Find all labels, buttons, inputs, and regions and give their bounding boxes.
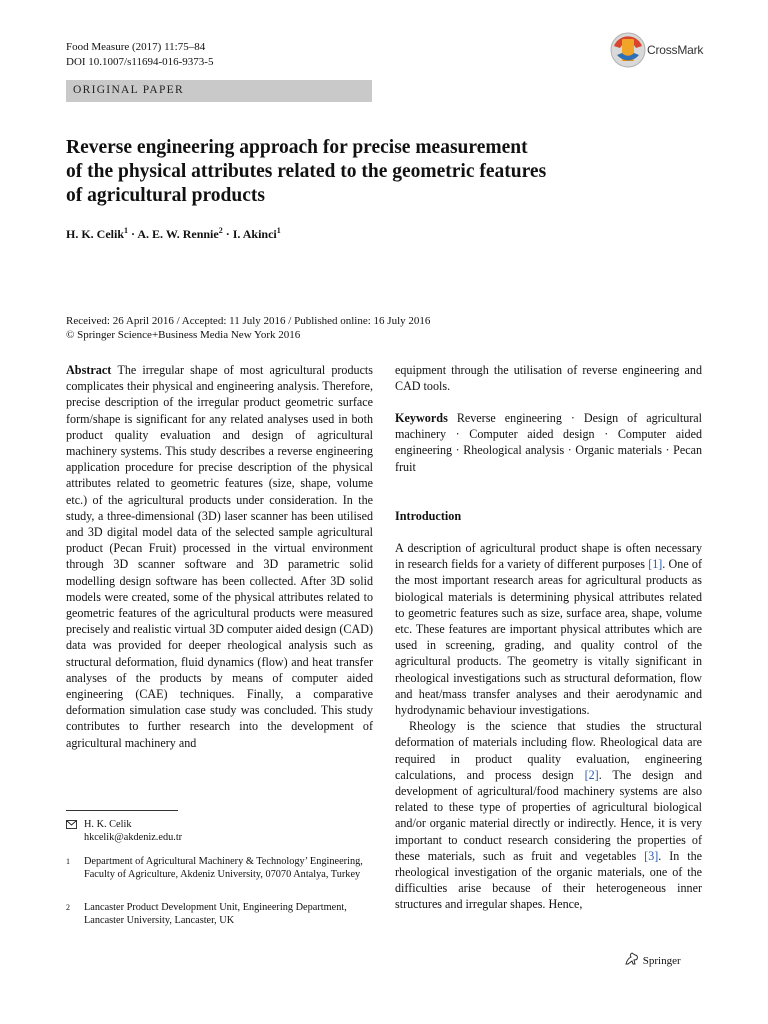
keywords-text: Reverse engineering · Design of agricultural machinery · Computer aided design · Computer aided engineering · Rheological analysis · Organic materials · Pecan fruit — [395, 411, 702, 474]
citation-link[interactable]: [3] — [644, 848, 659, 863]
journal-doi[interactable]: DOI 10.1007/s11694-016-9373-5 — [66, 56, 214, 68]
author-name[interactable]: I. Akinci — [232, 227, 277, 241]
intro-p2-text-cont: . The design and development of agricultural/food machinery systems are also related to these type of properties of agricultural biological and/or organic material directly or indirectly. Hence, it is very important to conduct research considering the properties of these materials, such as fruit and vegetables — [395, 767, 702, 863]
author-name[interactable]: A. E. W. Rennie — [137, 227, 219, 241]
affiliation-2-label: 2 — [66, 903, 70, 912]
corresponding-author-note — [66, 818, 384, 848]
crossmark-icon — [610, 30, 646, 70]
citation-link[interactable]: [2] — [584, 767, 599, 782]
dates-line: Received: 26 April 2016 / Accepted: 11 July 2016 / Published online: 16 July 2016 — [66, 315, 431, 327]
copyright-line: © Springer Science+Business Media New York 2016 — [66, 329, 301, 341]
abstract-section — [66, 362, 373, 751]
title-line-2: of the physical attributes related to the geometric features — [66, 161, 547, 182]
author-affiliation: 1 — [124, 226, 129, 235]
footnote-divider — [66, 810, 178, 811]
abstract-continuation-text: equipment through the utilisation of reverse engineering and CAD tools. — [395, 363, 702, 394]
keywords-section — [395, 410, 702, 475]
introduction-body — [395, 540, 702, 913]
author-affiliation: 1 — [276, 226, 281, 235]
publication-dates — [66, 314, 430, 342]
springer-horse-icon — [624, 952, 640, 966]
affiliation-2-text: Lancaster Product Development Unit, Engineering Department, Lancaster University, Lancaster, UK — [84, 902, 347, 927]
author-affiliation: 2 — [218, 226, 223, 235]
affiliation-2-note — [66, 901, 384, 931]
introduction-paragraph-2 — [395, 718, 702, 912]
crossmark-label: CrossMark — [647, 43, 704, 57]
author-separator: · — [128, 227, 138, 241]
affiliation-1-note — [66, 855, 384, 897]
title-line-1: Reverse engineering approach for precise measurement — [66, 137, 528, 158]
article-type-label: ORIGINAL PAPER — [73, 84, 184, 96]
article-type-banner — [66, 80, 372, 102]
introduction-paragraph-1 — [395, 540, 702, 718]
publisher-mark — [624, 952, 681, 967]
journal-citation: Food Measure (2017) 11:75–84 — [66, 41, 206, 53]
affiliation-1-text: Department of Agricultural Machinery & Technology’ Engineering, Faculty of Agriculture, Akdeniz University, 07070 Antalya, Turkey — [84, 856, 363, 881]
corresponding-author-email[interactable]: hkcelik@akdeniz.edu.tr — [84, 832, 183, 844]
introduction-heading-wrap — [395, 508, 702, 524]
envelope-icon — [66, 818, 77, 833]
keywords-heading: Keywords — [395, 411, 448, 425]
title-line-3: of agricultural products — [66, 185, 265, 206]
author-list — [66, 226, 281, 242]
intro-p2-text-end: . In the rheological investigation of the organic materials, one of the difficulties arise because of their heterogeneous inner structures and irregular shapes. Hence, — [395, 848, 702, 912]
abstract-continuation — [395, 362, 702, 394]
abstract-heading: Abstract — [66, 363, 112, 377]
paper-title — [66, 136, 626, 208]
intro-p1-text: A description of agricultural product shape is often necessary in research fields for a variety of different purposes — [395, 541, 702, 572]
corresponding-author-name: H. K. Celik — [84, 819, 132, 830]
introduction-heading: Introduction — [395, 509, 462, 523]
crossmark-badge[interactable] — [610, 30, 710, 70]
author-name[interactable]: H. K. Celik — [66, 227, 125, 241]
publisher-label: Springer — [642, 955, 681, 967]
affiliation-1-label: 1 — [66, 857, 70, 866]
intro-p2-text: Rheology is the science that studies the structural deformation of materials including flow. Rheological data are required in product quality evaluation, engineering calculations, and process design — [395, 719, 702, 782]
citation-link[interactable]: [1] — [648, 557, 663, 572]
author-separator: · — [222, 227, 233, 241]
abstract-text: The irregular shape of most agricultural products complicates their physical and engineering analysis. Therefore, precise description of the irregular product geometric surface form/shape is significant for any related analyses used in both product quality evaluation and design of agricultural machinery systems. This study describes a reverse engineering application procedure for precise description of the physical attributes related to geometric features (size, shape, volume etc.) of the agricultural products under consideration. In the study, a three-dimensional (3D) laser scanner has been utilised and 3D digital model data of the selected sample agricultural product (Pecan Fruit) processed in the virtual environment through 3D scanner software and 3D parametric solid modelling design software has been collected. After 3D solid models were created, some of the physical attributes related to geometric features of the agricultural products were measured precisely and realistic virtual 3D computer aided design (CAD) data was provided for deeper rheological analysis such as structural deformation, fluid dynamics (flow) and heat transfer analyses of the products by means of computer aided engineering (CAE) techniques. Finally, a comparative deformation simulation case study was concluded. This study contributes to further research into the development of agricultural machinery and — [66, 363, 374, 750]
intro-p1-text-cont: . One of the most important research areas for agricultural products as biological materials is determining physical attributes related to geometric features such as size, surface area, shape, volume etc. These features are important physical attributes which are used in screening, grading, and quality control of the agricultural products. The geometry is vitally significant in rheological investigations such as structural deformation, flow and heat/mass transfer analyses and their aerodynamic and hydrodynamic behaviour investigations. — [395, 557, 703, 718]
